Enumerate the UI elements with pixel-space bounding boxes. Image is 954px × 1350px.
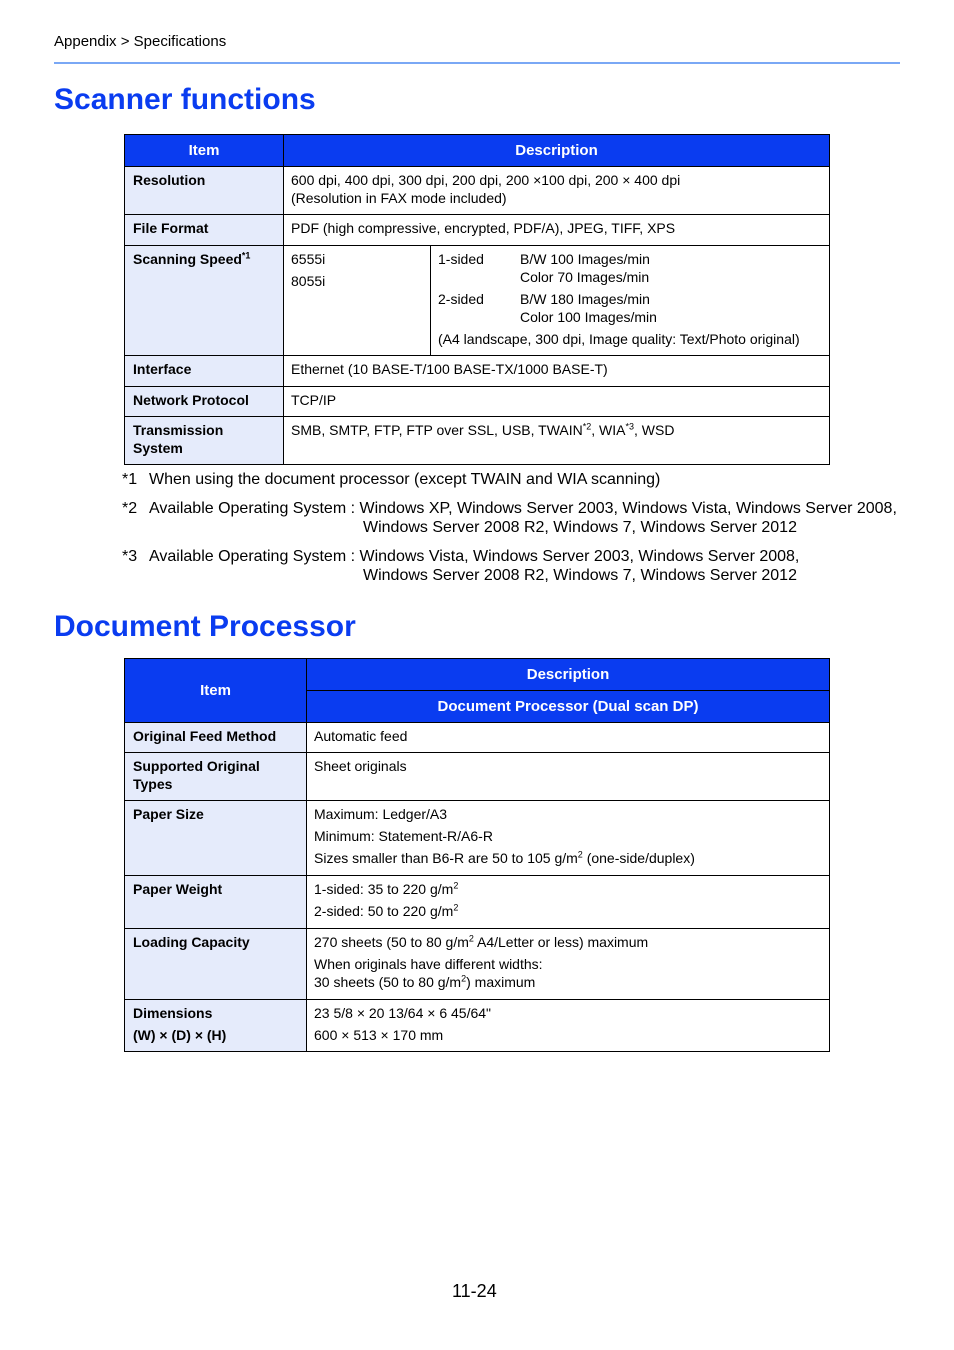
two-sided-label: 2-sided xyxy=(438,291,484,307)
scanner-functions-title: Scanner functions xyxy=(54,83,316,116)
scanning-speed-label: Scanning Speed xyxy=(133,251,242,267)
footnote-number: *2 xyxy=(122,500,138,517)
footnote-prefix: Available Operating System : xyxy=(149,548,360,565)
speed-values xyxy=(431,246,830,356)
row-label-supported-original-types xyxy=(125,753,307,801)
page-number: 11-24 xyxy=(452,1281,497,1301)
network-protocol-value: TCP/IP xyxy=(284,387,830,417)
dimensions-inch: 23 5/8 × 20 13/64 × 6 45/64" xyxy=(314,1005,492,1021)
resolution-line1: 600 dpi, 400 dpi, 300 dpi, 200 dpi, 200 ×100 dpi, 200 × 400 dpi xyxy=(291,172,681,188)
speed-models xyxy=(284,246,431,356)
footnote-number: *1 xyxy=(122,471,138,488)
row-label-original-feed-method: Original Feed Method xyxy=(125,723,307,753)
transmission-part3: , WSD xyxy=(634,422,675,438)
dimensions-label-line1: Dimensions xyxy=(133,1005,213,1021)
header-description: Description xyxy=(307,659,830,691)
one-sided-label: 1-sided xyxy=(438,251,484,267)
loading-capacity-value xyxy=(307,929,830,1000)
header-rule xyxy=(54,62,900,64)
feed-method-value: Automatic feed xyxy=(307,723,830,753)
model-8055i: 8055i xyxy=(291,273,326,289)
paper-weight-two-sided: 2-sided: 50 to 220 $g/m^2$ xyxy=(314,902,459,919)
interface-value: Ethernet (10 BASE-T/100 BASE-TX/1000 BASE-T) xyxy=(284,356,830,387)
resolution-line2: (Resolution in FAX mode included) xyxy=(291,190,507,206)
row-label-resolution: Resolution xyxy=(125,167,284,215)
row-label-network-protocol: Network Protocol xyxy=(125,387,284,417)
footnote-ref: *2 xyxy=(582,421,592,432)
paper-size-value xyxy=(307,801,830,876)
loading-line2: When originals have different widths: xyxy=(314,956,543,972)
document-processor-table xyxy=(124,658,830,1052)
footnote-line1: Windows XP, Windows Server 2003, Windows Vista, Windows Server 2008, xyxy=(359,500,897,517)
resolution-value xyxy=(284,167,830,215)
row-label-dimensions xyxy=(125,1000,307,1052)
original-types-value: Sheet originals xyxy=(307,753,830,801)
header-item: Item xyxy=(125,135,284,167)
row-label-file-format: File Format xyxy=(125,215,284,246)
footnote-text: When using the document processor (except TWAIN and WIA scanning) xyxy=(149,471,661,488)
row-label-scanning-speed xyxy=(125,246,284,356)
paper-size-small: Sizes smaller than B6-R are 50 to 105 $g/m^2$ (one-side/duplex) xyxy=(314,849,695,866)
paper-size-min: Minimum: Statement-R/A6-R xyxy=(314,828,493,844)
scanner-table xyxy=(124,134,830,465)
loading-line3: 30 sheets (50 to 80 $g/m^2$) maximum xyxy=(314,973,536,990)
dimensions-value xyxy=(307,1000,830,1052)
row-label-paper-size: Paper Size xyxy=(125,801,307,876)
footnotes xyxy=(122,470,912,595)
footnote-1 xyxy=(122,470,912,489)
one-sided-color: Color 70 Images/min xyxy=(520,269,650,285)
footnote-ref: *1 xyxy=(241,250,251,261)
footnote-2 xyxy=(122,499,912,537)
model-6555i: 6555i xyxy=(291,251,326,267)
dimensions-label-line2: (W) × (D) × (H) xyxy=(133,1027,227,1043)
breadcrumb: Appendix > Specifications xyxy=(54,33,227,50)
speed-note: (A4 landscape, 300 dpi, Image quality: Text/Photo original) xyxy=(438,331,800,347)
document-processor-title: Document Processor xyxy=(54,610,356,643)
row-label-paper-weight: Paper Weight xyxy=(125,876,307,929)
footnote-line2: Windows Server 2008 R2, Windows 7, Windows Server 2012 xyxy=(363,519,797,536)
transmission-label-line2: System xyxy=(133,440,183,456)
transmission-label-line1: Transmission xyxy=(133,422,224,438)
transmission-part1: SMB, SMTP, FTP, FTP over SSL, USB, TWAIN xyxy=(291,422,583,438)
loading-line1: 270 sheets (50 to 80 $g/m^2$ A4/Letter or less) maximum xyxy=(314,933,649,950)
row-label-interface: Interface xyxy=(125,356,284,387)
footnote-prefix: Available Operating System : xyxy=(149,500,360,517)
paper-size-max: Maximum: Ledger/A3 xyxy=(314,806,448,822)
header-item: Item xyxy=(125,659,307,723)
header-description: Description xyxy=(284,135,830,167)
footnote-line1: Windows Vista, Windows Server 2003, Windows Server 2008, xyxy=(359,548,800,565)
header-document-processor: Document Processor (Dual scan DP) xyxy=(307,691,830,723)
types-label-line2: Types xyxy=(133,776,173,792)
footnote-number: *3 xyxy=(122,548,138,565)
two-sided-bw: B/W 180 Images/min xyxy=(520,291,650,307)
row-label-loading-capacity: Loading Capacity xyxy=(125,929,307,1000)
transmission-system-value xyxy=(284,417,830,465)
row-label-transmission-system xyxy=(125,417,284,465)
footnote-line2: Windows Server 2008 R2, Windows 7, Windows Server 2012 xyxy=(363,567,797,584)
footnote-3 xyxy=(122,547,912,585)
paper-weight-value xyxy=(307,876,830,929)
paper-weight-one-sided: 1-sided: 35 to 220 $g/m^2$ xyxy=(314,880,459,897)
footnote-ref: *3 xyxy=(625,421,635,432)
transmission-part2: , WIA xyxy=(591,422,626,438)
file-format-value: PDF (high compressive, encrypted, PDF/A), JPEG, TIFF, XPS xyxy=(284,215,830,246)
one-sided-bw: B/W 100 Images/min xyxy=(520,251,650,267)
types-label-line1: Supported Original xyxy=(133,758,260,774)
two-sided-color: Color 100 Images/min xyxy=(520,309,657,325)
dimensions-mm: 600 × 513 × 170 mm xyxy=(314,1027,444,1043)
